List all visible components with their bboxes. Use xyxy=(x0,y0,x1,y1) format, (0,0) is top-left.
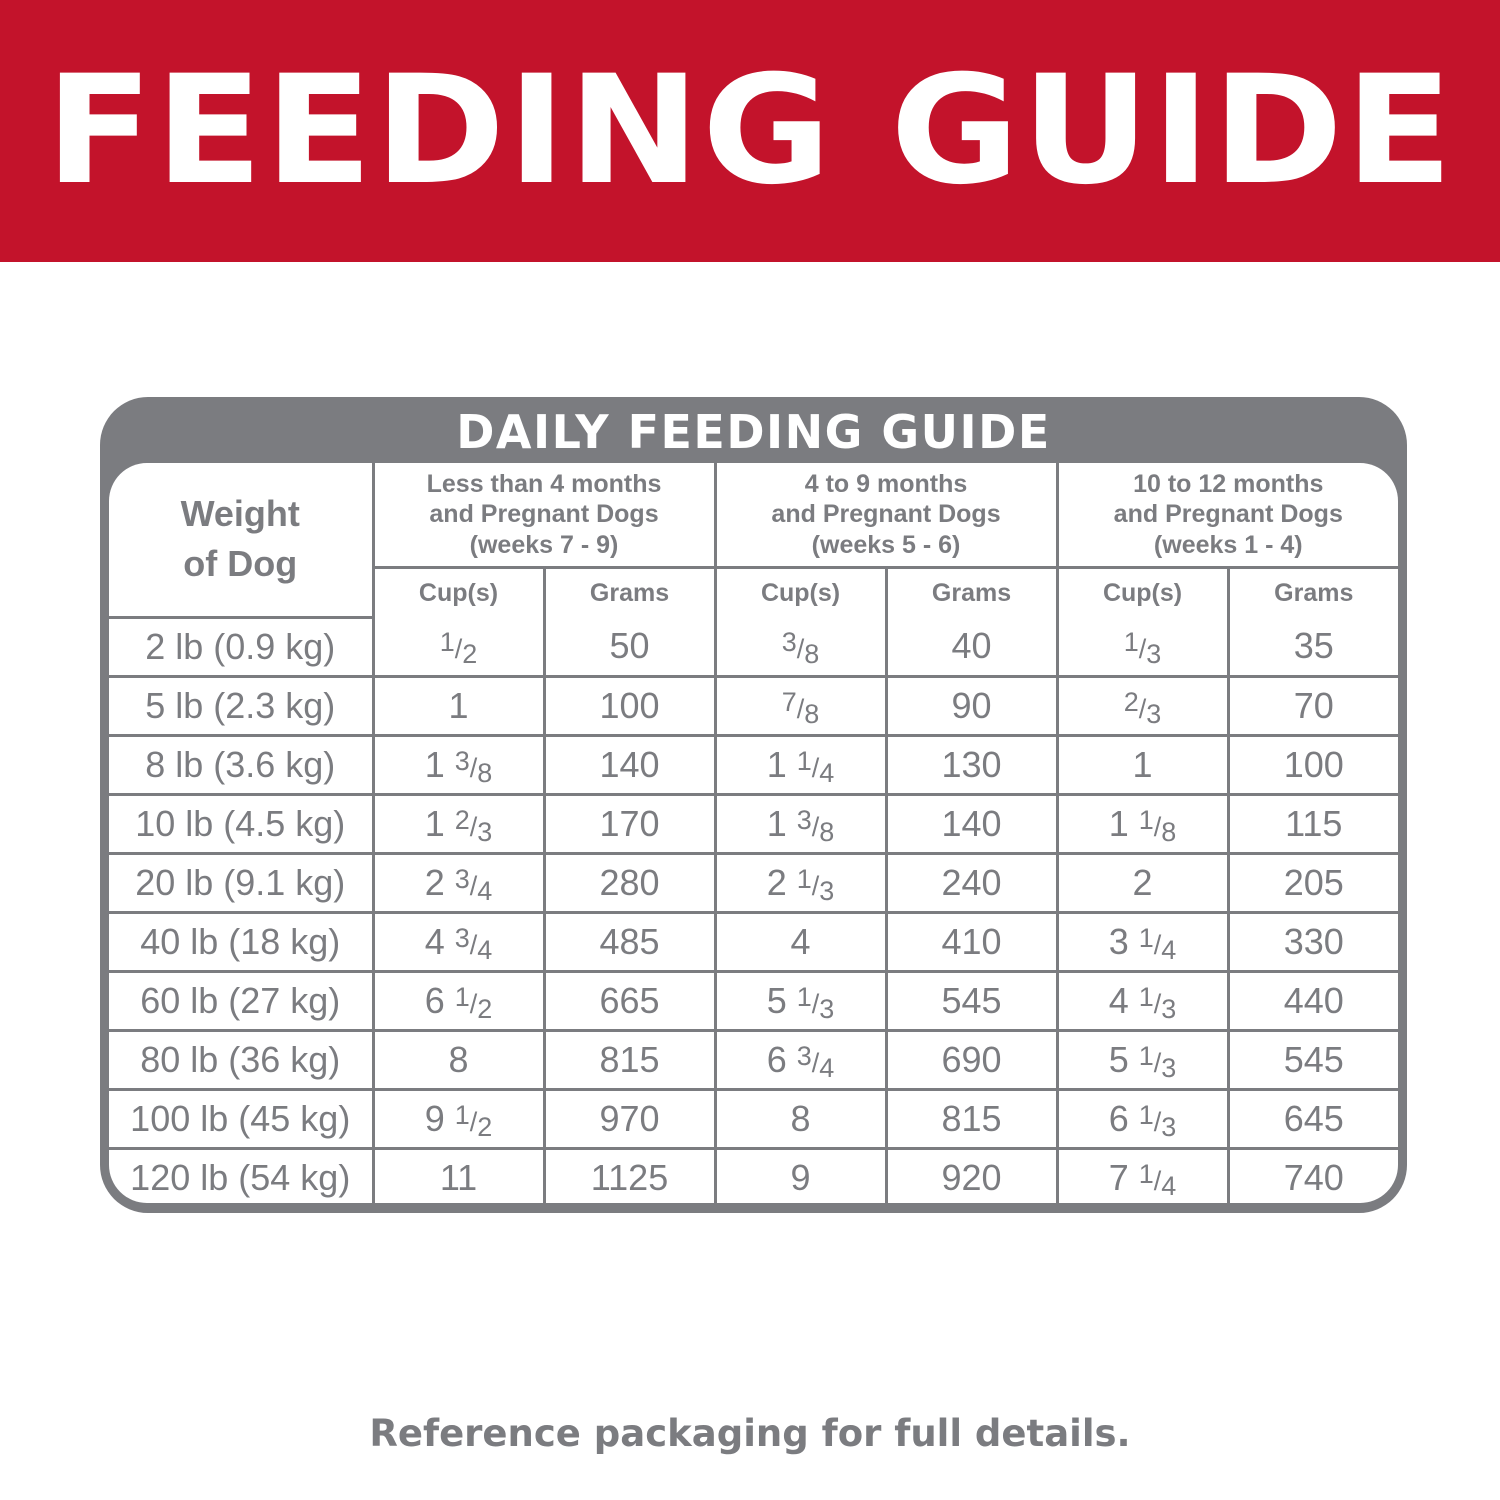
table-row xyxy=(109,617,1398,676)
fraction-slash: / xyxy=(796,693,805,724)
value-text: 9 xyxy=(790,1156,811,1198)
cups-cell xyxy=(1057,794,1228,853)
value-text: 3 xyxy=(1108,920,1139,962)
fraction-slash: / xyxy=(1153,811,1162,842)
value-text: 740 xyxy=(1283,1156,1344,1198)
fraction-denominator: 3 xyxy=(477,816,493,847)
value-text: 690 xyxy=(941,1038,1002,1080)
fraction-slash: / xyxy=(811,870,820,901)
header-banner xyxy=(0,0,1500,262)
age-group-line: Less than 4 months xyxy=(426,469,662,498)
grams-cell xyxy=(544,912,715,971)
fraction-denominator: 3 xyxy=(1146,638,1162,669)
value-text: 410 xyxy=(941,920,1002,962)
fraction-slash: / xyxy=(469,1106,478,1137)
fraction-denominator: 4 xyxy=(477,875,493,906)
table-row xyxy=(109,735,1398,794)
table-row xyxy=(109,853,1398,912)
grams-cell xyxy=(1228,971,1398,1030)
cups-cell xyxy=(715,794,886,853)
value-text: 140 xyxy=(941,802,1002,844)
cups-cell xyxy=(715,1089,886,1148)
weight-cell: 5 lb (2.3 kg) xyxy=(109,676,373,735)
fraction-slash: / xyxy=(1153,988,1162,1019)
guide-title: DAILY FEEDING GUIDE xyxy=(456,405,1051,459)
fraction xyxy=(1138,922,1177,965)
fraction-denominator: 3 xyxy=(1146,698,1162,729)
fraction-numerator: 1 xyxy=(796,745,812,776)
table-row xyxy=(109,912,1398,971)
value-text: 6 xyxy=(766,1038,797,1080)
fraction xyxy=(1123,686,1162,729)
fraction-slash: / xyxy=(1153,929,1162,960)
footer-note: Reference packaging for full details. xyxy=(369,1412,1131,1455)
cups-cell xyxy=(373,1030,544,1089)
age-group-header xyxy=(1057,463,1398,568)
grams-cell xyxy=(886,853,1057,912)
value-text: 2 xyxy=(424,861,455,903)
value-text: 1 xyxy=(766,802,797,844)
value-text: 1 xyxy=(766,743,797,785)
value-text: 9 xyxy=(424,1097,455,1139)
value-text: 4 xyxy=(424,920,455,962)
weight-cell: 10 lb (4.5 kg) xyxy=(109,794,373,853)
age-group-header xyxy=(373,463,715,568)
value-text: 645 xyxy=(1283,1097,1344,1139)
fraction-denominator: 4 xyxy=(819,757,835,788)
cups-cell xyxy=(1057,617,1228,676)
cups-cell xyxy=(373,1148,544,1203)
fraction-slash: / xyxy=(454,633,463,664)
fraction xyxy=(796,804,835,847)
value-text: 485 xyxy=(599,920,660,962)
fraction xyxy=(796,745,835,788)
age-group-header xyxy=(715,463,1057,568)
fraction-numerator: 3 xyxy=(796,1040,812,1071)
cups-cell xyxy=(715,912,886,971)
fraction xyxy=(781,626,820,669)
grams-cell xyxy=(1228,912,1398,971)
fraction-slash: / xyxy=(469,870,478,901)
fraction-slash: / xyxy=(469,929,478,960)
fraction xyxy=(454,745,493,788)
fraction-denominator: 8 xyxy=(804,638,820,669)
fraction-numerator: 1 xyxy=(1138,1158,1154,1189)
value-text: 665 xyxy=(599,979,660,1021)
fraction-numerator: 2 xyxy=(1123,686,1139,717)
grams-header: Grams xyxy=(544,568,715,618)
grams-cell xyxy=(1228,735,1398,794)
weight-cell: 20 lb (9.1 kg) xyxy=(109,853,373,912)
fraction-numerator: 1 xyxy=(1138,922,1154,953)
grams-cell xyxy=(1228,676,1398,735)
cups-cell xyxy=(373,794,544,853)
value-text: 545 xyxy=(1283,1038,1344,1080)
cups-cell xyxy=(1057,853,1228,912)
value-text: 280 xyxy=(599,861,660,903)
grams-cell xyxy=(544,1089,715,1148)
grams-cell xyxy=(544,1148,715,1203)
value-text: 1 xyxy=(448,684,469,726)
grams-cell xyxy=(544,676,715,735)
fraction-slash: / xyxy=(811,752,820,783)
fraction xyxy=(454,863,493,906)
value-text: 11 xyxy=(439,1156,478,1198)
fraction xyxy=(1123,626,1162,669)
value-text: 815 xyxy=(599,1038,660,1080)
cups-cell xyxy=(715,1030,886,1089)
value-text: 1 xyxy=(424,743,455,785)
value-text: 50 xyxy=(609,624,650,666)
cups-cell xyxy=(373,912,544,971)
age-group-line: and Pregnant Dogs xyxy=(771,500,1001,529)
cups-cell xyxy=(1057,1089,1228,1148)
value-text: 100 xyxy=(599,684,660,726)
fraction-numerator: 1 xyxy=(1138,981,1154,1012)
value-text: 2 xyxy=(1132,861,1153,903)
fraction-slash: / xyxy=(469,752,478,783)
cups-cell xyxy=(715,1148,886,1203)
fraction-numerator: 1 xyxy=(1138,1040,1154,1071)
weight-header-line2: of Dog xyxy=(183,543,298,585)
grams-cell xyxy=(1228,1030,1398,1089)
cups-cell xyxy=(715,735,886,794)
fraction-slash: / xyxy=(1153,1165,1162,1196)
fraction xyxy=(454,804,493,847)
fraction-denominator: 8 xyxy=(819,816,835,847)
fraction-numerator: 3 xyxy=(454,745,470,776)
fraction-slash: / xyxy=(469,811,478,842)
grams-cell xyxy=(886,676,1057,735)
grams-cell xyxy=(886,735,1057,794)
fraction-denominator: 4 xyxy=(819,1052,835,1083)
fraction xyxy=(796,863,835,906)
fraction-numerator: 1 xyxy=(1138,1099,1154,1130)
fraction-numerator: 1 xyxy=(439,626,455,657)
grams-cell xyxy=(886,617,1057,676)
fraction-numerator: 3 xyxy=(454,863,470,894)
fraction-numerator: 1 xyxy=(1138,804,1154,835)
weight-cell: 120 lb (54 kg) xyxy=(109,1148,373,1203)
fraction-denominator: 8 xyxy=(477,757,493,788)
value-text: 170 xyxy=(599,802,660,844)
fraction-numerator: 3 xyxy=(796,804,812,835)
cups-cell xyxy=(715,676,886,735)
cups-cell xyxy=(373,676,544,735)
table-row xyxy=(109,1089,1398,1148)
cups-cell xyxy=(1057,912,1228,971)
weight-cell: 100 lb (45 kg) xyxy=(109,1089,373,1148)
grams-header: Grams xyxy=(886,568,1057,618)
value-text: 5 xyxy=(1108,1038,1139,1080)
fraction xyxy=(454,1099,493,1142)
feeding-guide-panel xyxy=(100,397,1407,1213)
cups-cell xyxy=(373,735,544,794)
table-row xyxy=(109,1148,1398,1203)
fraction-slash: / xyxy=(811,1047,820,1078)
value-text: 815 xyxy=(941,1097,1002,1139)
fraction-numerator: 1 xyxy=(454,981,470,1012)
cups-cell xyxy=(1057,1148,1228,1203)
fraction-denominator: 8 xyxy=(1161,816,1177,847)
value-text: 90 xyxy=(951,684,992,726)
fraction xyxy=(1138,804,1177,847)
weight-column-header xyxy=(109,463,373,617)
cups-header: Cup(s) xyxy=(373,568,544,618)
value-text: 115 xyxy=(1285,802,1343,844)
value-text: 1 xyxy=(1132,743,1153,785)
fraction-numerator: 1 xyxy=(796,863,812,894)
value-text: 7 xyxy=(1108,1156,1139,1198)
grams-cell xyxy=(886,912,1057,971)
fraction-numerator: 1 xyxy=(1123,626,1139,657)
grams-header: Grams xyxy=(1228,568,1398,618)
fraction xyxy=(1138,981,1177,1024)
value-text: 970 xyxy=(599,1097,660,1139)
grams-cell xyxy=(886,971,1057,1030)
value-text: 6 xyxy=(1108,1097,1139,1139)
value-text: 330 xyxy=(1283,920,1344,962)
grams-cell xyxy=(1228,1148,1398,1203)
fraction xyxy=(454,922,493,965)
fraction xyxy=(781,686,820,729)
age-group-line: (weeks 7 - 9) xyxy=(469,530,619,559)
age-group-line: 4 to 9 months xyxy=(804,469,968,498)
value-text: 4 xyxy=(790,920,811,962)
value-text: 70 xyxy=(1293,684,1334,726)
table-row xyxy=(109,794,1398,853)
fraction-denominator: 4 xyxy=(1161,1170,1177,1201)
fraction-numerator: 3 xyxy=(781,626,797,657)
grams-cell xyxy=(1228,617,1398,676)
fraction xyxy=(439,626,478,669)
weight-cell: 2 lb (0.9 kg) xyxy=(109,617,373,676)
cups-cell xyxy=(373,617,544,676)
cups-header: Cup(s) xyxy=(715,568,886,618)
age-group-line: 10 to 12 months xyxy=(1133,469,1324,498)
value-text: 8 xyxy=(790,1097,811,1139)
value-text: 1 xyxy=(424,802,455,844)
fraction-denominator: 4 xyxy=(477,934,493,965)
grams-cell xyxy=(544,617,715,676)
value-text: 6 xyxy=(424,979,455,1021)
cups-cell xyxy=(1057,676,1228,735)
value-text: 35 xyxy=(1293,624,1334,666)
cups-cell xyxy=(715,971,886,1030)
grams-cell xyxy=(1228,1089,1398,1148)
fraction-denominator: 2 xyxy=(462,638,478,669)
value-text: 130 xyxy=(941,743,1002,785)
feeding-table-body xyxy=(109,617,1398,1203)
value-text: 40 xyxy=(951,624,992,666)
value-text: 920 xyxy=(941,1156,1002,1198)
age-group-line: (weeks 1 - 4) xyxy=(1153,530,1303,559)
fraction xyxy=(796,981,835,1024)
value-text: 2 xyxy=(766,861,797,903)
cups-cell xyxy=(1057,735,1228,794)
fraction-slash: / xyxy=(1138,693,1147,724)
weight-cell: 40 lb (18 kg) xyxy=(109,912,373,971)
value-text: 4 xyxy=(1108,979,1139,1021)
grams-cell xyxy=(544,735,715,794)
value-text: 205 xyxy=(1283,861,1344,903)
fraction-denominator: 2 xyxy=(477,993,493,1024)
value-text: 240 xyxy=(941,861,1002,903)
banner-title: FEEDING GUIDE xyxy=(45,44,1455,218)
value-text: 100 xyxy=(1283,743,1344,785)
table-row xyxy=(109,1030,1398,1089)
fraction-denominator: 2 xyxy=(477,1111,493,1142)
age-group-line: and Pregnant Dogs xyxy=(429,500,659,529)
cups-cell xyxy=(373,971,544,1030)
cups-cell xyxy=(373,853,544,912)
table-row xyxy=(109,676,1398,735)
grams-cell xyxy=(544,794,715,853)
grams-cell xyxy=(886,794,1057,853)
fraction-slash: / xyxy=(1153,1106,1162,1137)
fraction xyxy=(1138,1158,1177,1201)
cups-cell xyxy=(1057,1030,1228,1089)
fraction-numerator: 1 xyxy=(796,981,812,1012)
fraction-denominator: 4 xyxy=(1161,934,1177,965)
fraction-numerator: 7 xyxy=(781,686,797,717)
grams-cell xyxy=(886,1089,1057,1148)
fraction-denominator: 3 xyxy=(1161,1111,1177,1142)
grams-cell xyxy=(1228,853,1398,912)
grams-cell xyxy=(1228,794,1398,853)
value-text: 1125 xyxy=(590,1156,669,1198)
weight-header-line1: Weight xyxy=(180,492,300,534)
weight-cell: 80 lb (36 kg) xyxy=(109,1030,373,1089)
fraction-slash: / xyxy=(796,633,805,664)
feeding-table-container xyxy=(109,463,1398,1203)
value-text: 140 xyxy=(599,743,660,785)
fraction-numerator: 3 xyxy=(454,922,470,953)
fraction xyxy=(796,1040,835,1083)
value-text: 545 xyxy=(941,979,1002,1021)
cups-header: Cup(s) xyxy=(1057,568,1228,618)
cups-cell xyxy=(715,853,886,912)
cups-cell xyxy=(373,1089,544,1148)
grams-cell xyxy=(544,853,715,912)
grams-cell xyxy=(886,1148,1057,1203)
table-row xyxy=(109,971,1398,1030)
grams-cell xyxy=(544,1030,715,1089)
fraction-denominator: 3 xyxy=(1161,993,1177,1024)
fraction xyxy=(1138,1040,1177,1083)
cups-cell xyxy=(715,617,886,676)
grams-cell xyxy=(544,971,715,1030)
fraction-slash: / xyxy=(1138,633,1147,664)
fraction-denominator: 8 xyxy=(804,698,820,729)
weight-cell: 60 lb (27 kg) xyxy=(109,971,373,1030)
fraction xyxy=(1138,1099,1177,1142)
fraction-numerator: 2 xyxy=(454,804,470,835)
fraction-slash: / xyxy=(811,811,820,842)
age-group-line: and Pregnant Dogs xyxy=(1113,500,1343,529)
value-text: 440 xyxy=(1283,979,1344,1021)
grams-cell xyxy=(886,1030,1057,1089)
fraction-slash: / xyxy=(811,988,820,1019)
fraction-slash: / xyxy=(1153,1047,1162,1078)
fraction-slash: / xyxy=(469,988,478,1019)
fraction-denominator: 3 xyxy=(1161,1052,1177,1083)
cups-cell xyxy=(1057,971,1228,1030)
age-group-line: (weeks 5 - 6) xyxy=(811,530,961,559)
fraction xyxy=(454,981,493,1024)
value-text: 5 xyxy=(766,979,797,1021)
feeding-table xyxy=(109,463,1398,1203)
weight-cell: 8 lb (3.6 kg) xyxy=(109,735,373,794)
fraction-denominator: 3 xyxy=(819,875,835,906)
value-text: 1 xyxy=(1108,802,1139,844)
fraction-denominator: 3 xyxy=(819,993,835,1024)
value-text: 8 xyxy=(448,1038,469,1080)
fraction-numerator: 1 xyxy=(454,1099,470,1130)
